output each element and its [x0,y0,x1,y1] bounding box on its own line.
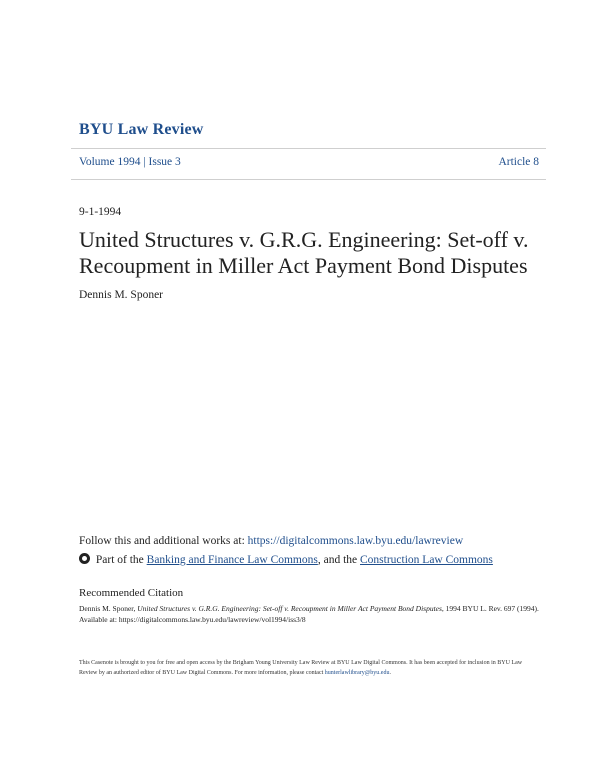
open-access-icon [79,553,90,564]
construction-law-commons-link[interactable]: Construction Law Commons [360,554,493,566]
issue-separator: | [143,156,146,168]
contact-email-link[interactable]: hunterlawlibrary@byu.edu [324,669,390,676]
publication-date: 9-1-1994 [79,206,122,218]
notice-end: . [389,669,391,676]
article-number-link[interactable]: Article 8 [498,156,539,168]
follow-line [79,535,463,547]
notice-text: This Casenote is brought to you for free and open access by the Brigham Young University Law Review at BYU Law Digital Commons. It has been accepted for inclusion in BYU Law Review by an authorized editor of BYU Law Digital Commons. For more information, please contact [79,660,523,676]
issue-line [79,156,539,168]
part-of-line [79,553,493,566]
citation-heading: Recommended Citation [79,587,184,599]
part-of-prefix: Part of the [95,554,144,566]
citation-authors: Dennis M. Sponer, [79,604,136,613]
citation-title: United Structures v. G.R.G. Engineering: Set-off v. Recoupment in Miller Act Payment Bond Disputes [137,604,442,613]
citation-rest: , 1994 BYU L. Rev. 697 (1994). [441,604,539,613]
available-line [79,614,539,625]
banking-finance-commons-link[interactable]: Banking and Finance Law Commons [146,554,318,566]
citation-body [79,603,539,625]
author-name: Dennis M. Sponer [79,289,164,301]
available-prefix: Available at: [79,615,117,624]
follow-prefix: Follow this and additional works at: [79,535,245,547]
article-title: United Structures v. G.R.G. Engineering: Set-off v. Recoupment in Miller Act Payment Bond Disputes [79,227,529,278]
volume-link[interactable]: Volume 1994 [79,156,141,168]
journal-title[interactable]: BYU Law Review [79,121,204,138]
issue-link[interactable]: Issue 3 [148,156,181,168]
open-access-notice [79,659,539,678]
top-divider [71,148,546,149]
repository-link[interactable]: https://digitalcommons.law.byu.edu/lawreview [247,535,464,547]
and-the-text: , and the [317,554,358,566]
citation-url-link[interactable]: https://digitalcommons.law.byu.edu/lawreview/vol1994/iss3/8 [118,615,306,624]
bottom-divider [71,179,546,180]
